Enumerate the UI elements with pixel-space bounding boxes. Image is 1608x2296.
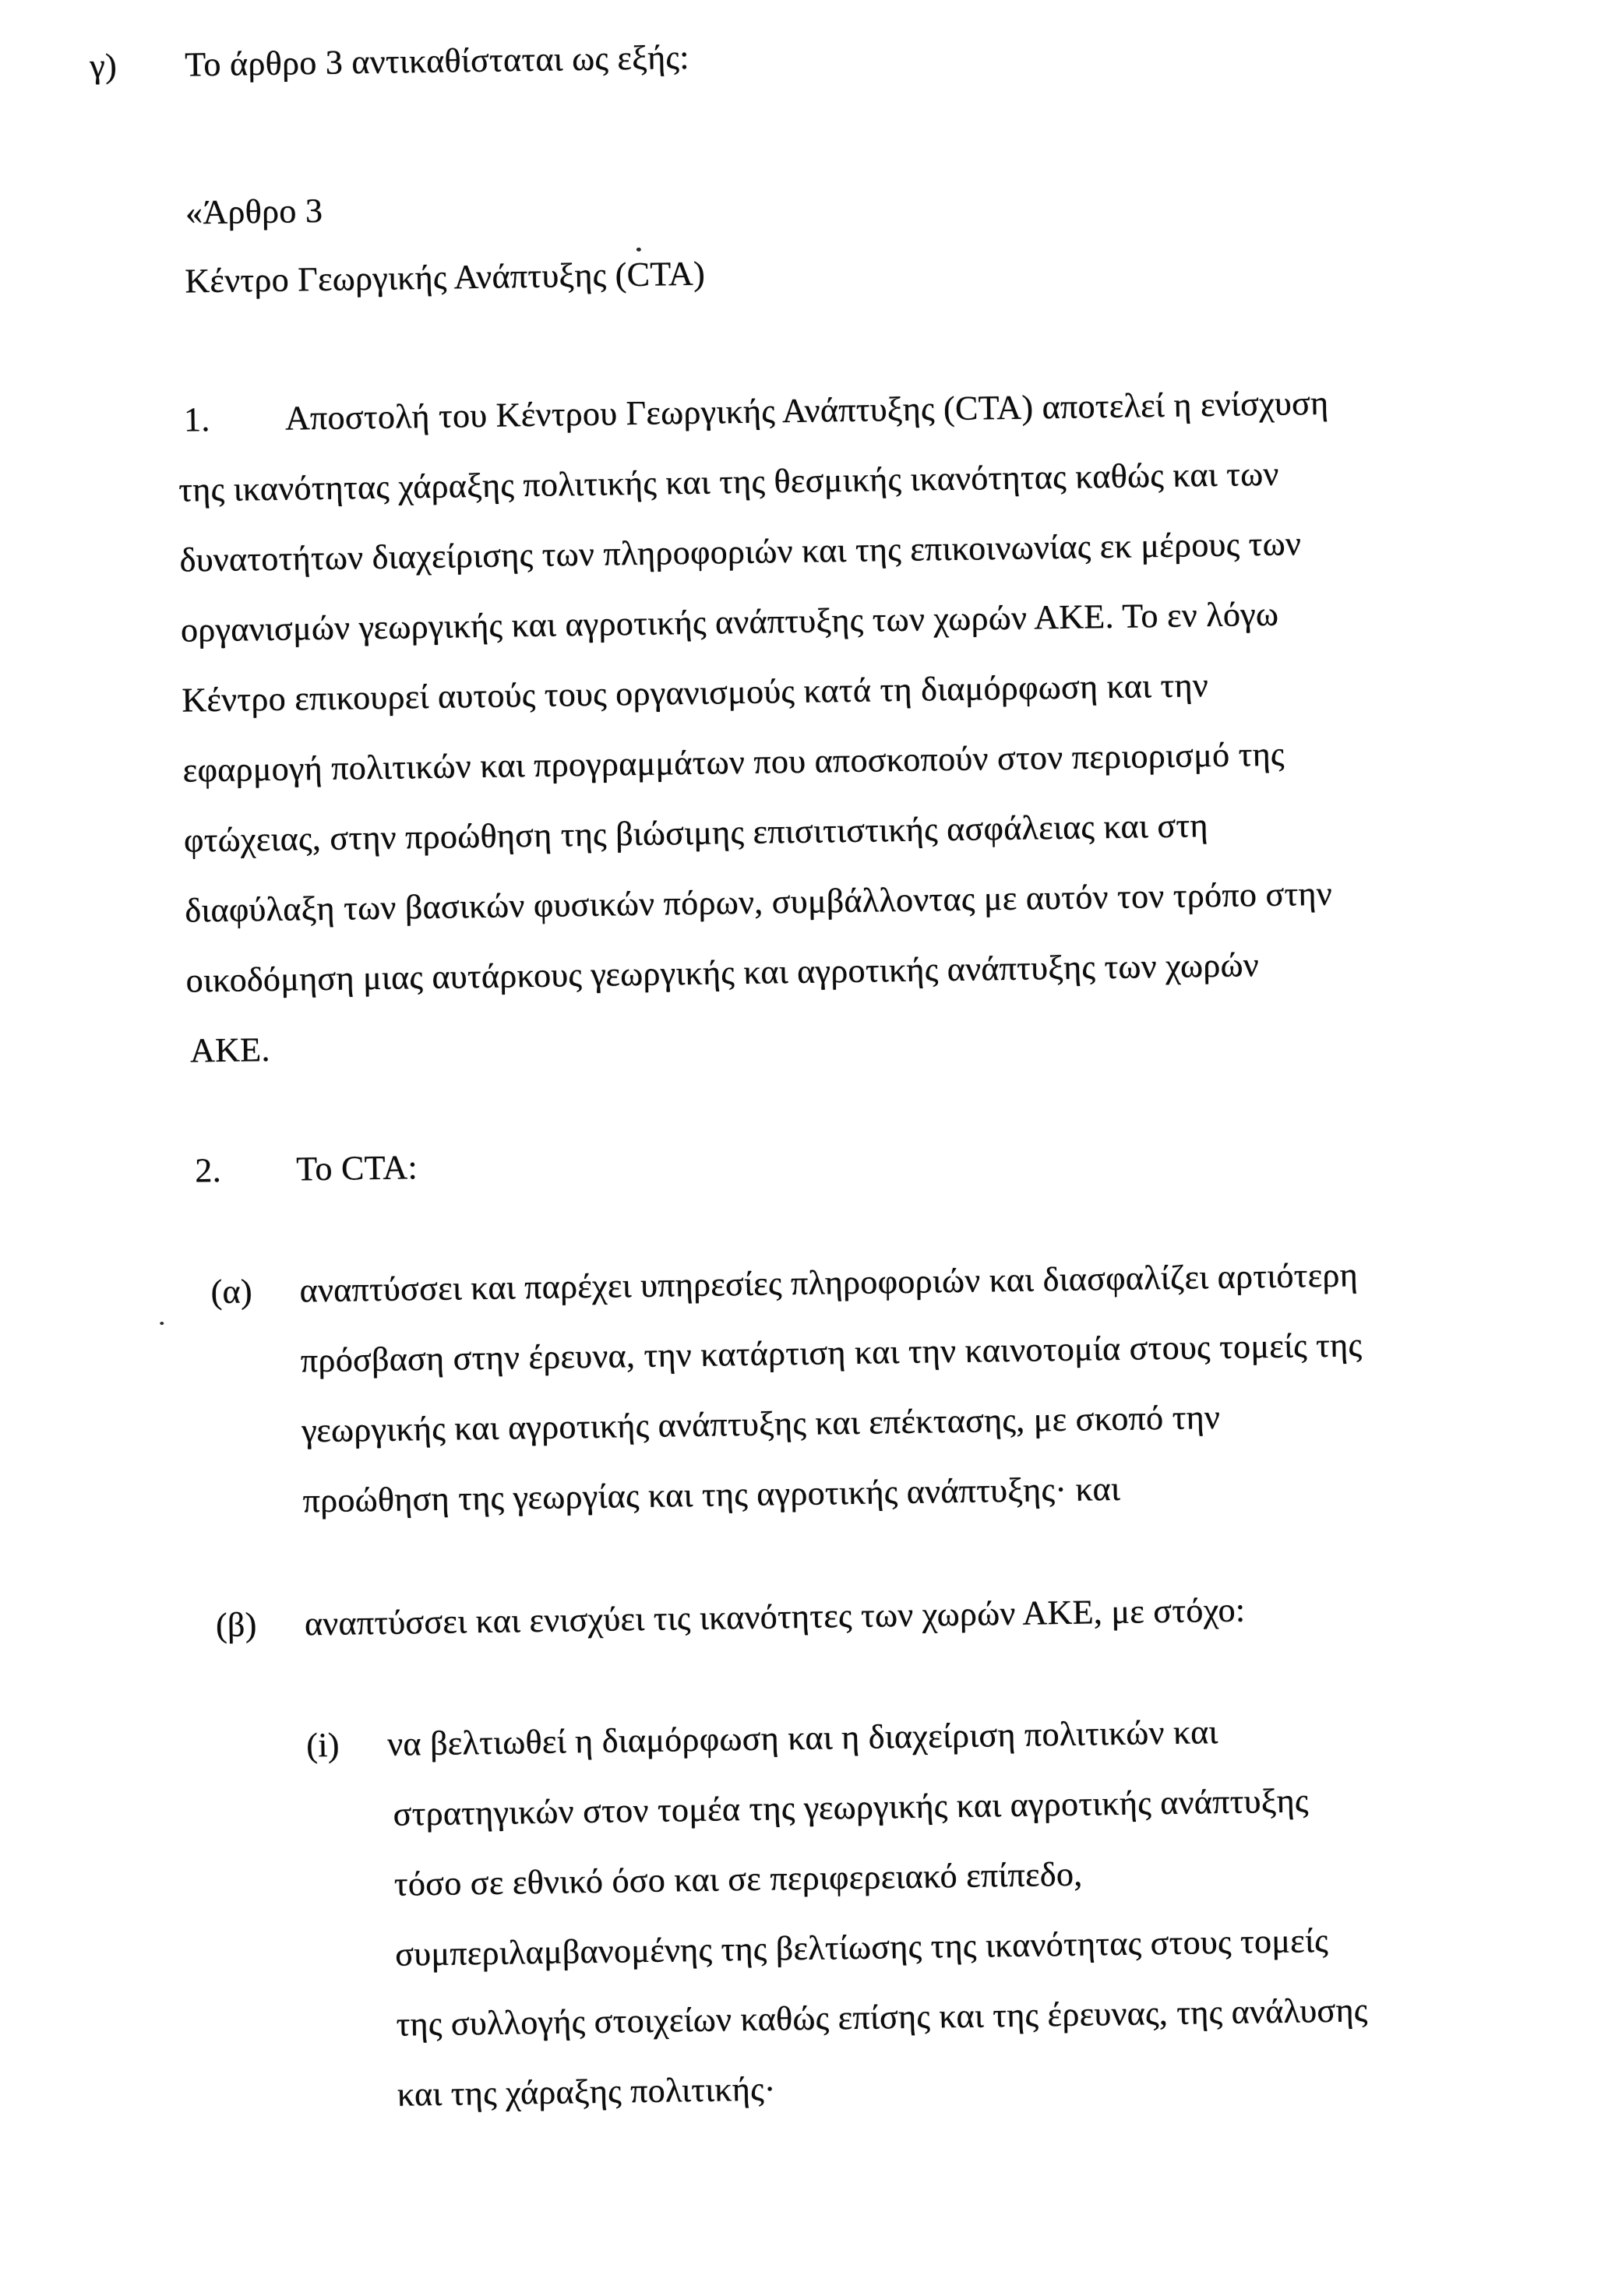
subpoint-i-line: τόσο σε εθνικό όσο και σε περιφερειακό επίπεδο, bbox=[393, 1854, 1083, 1903]
scan-speck bbox=[160, 1322, 164, 1325]
subpoint-i-line: της συλλογής στοιχείων καθώς επίσης και της έρευνας, της ανάλυσης bbox=[396, 1991, 1368, 2044]
point-a-line: γεωργικής και αγροτικής ανάπτυξης και επέκτασης, με σκοπό την bbox=[301, 1397, 1221, 1450]
subpoint-i-line: να βελτιωθεί η διαμόρφωση και η διαχείριση πολιτικών και bbox=[386, 1713, 1218, 1763]
amendment-marker: γ) bbox=[89, 46, 118, 86]
point-b-marker: (β) bbox=[215, 1605, 257, 1645]
subpoint-i-line: και της χάραξης πολιτικής· bbox=[397, 2069, 777, 2114]
paragraph-1-line: οργανισμών γεωργικής και αγροτικής ανάπτυξης των χωρών ΑΚΕ. Το εν λόγω bbox=[180, 594, 1279, 650]
amendment-text: Το άρθρο 3 αντικαθίσταται ως εξής: bbox=[184, 37, 690, 84]
article-title: «Άρθρο 3 bbox=[185, 191, 323, 232]
scan-speck bbox=[636, 248, 641, 252]
paragraph-1-line: Αποστολή του Κέντρου Γεωργικής Ανάπτυξης (CTA) αποτελεί η ενίσχυση bbox=[284, 383, 1329, 438]
paragraph-1-line: διαφύλαξη των βασικών φυσικών πόρων, συμβάλλοντας με αυτόν τον τρόπο στην bbox=[185, 874, 1333, 930]
point-a-line: αναπτύσσει και παρέχει υπηρεσίες πληροφοριών και διασφαλίζει αρτιότερη bbox=[299, 1255, 1359, 1310]
paragraph-1-line: Κέντρο επικουρεί αυτούς τους οργανισμούς κατά τη διαμόρφωση και την bbox=[182, 666, 1209, 720]
paragraph-1-line: οικοδόμηση μιας αυτάρκους γεωργικής και αγροτικής ανάπτυξης των χωρών bbox=[185, 946, 1260, 1000]
paragraph-1-line: φτώχειας, στην προώθηση της βιώσιμης επισιτιστικής ασφάλειας και στη bbox=[183, 806, 1209, 860]
paragraph-1-line: ΑΚΕ. bbox=[189, 1030, 271, 1070]
subpoint-i-line: στρατηγικών στον τομέα της γεωργικής και αγροτικής ανάπτυξης bbox=[393, 1781, 1310, 1833]
subpoint-i-line: συμπεριλαμβανομένης της βελτίωσης της ικανότητας στους τομείς bbox=[394, 1921, 1329, 1974]
paragraph-1-line: της ικανότητας χάραξης πολιτικής και της θεσμικής ικανότητας καθώς και των bbox=[178, 454, 1279, 509]
point-a-line: πρόσβαση στην έρευνα, την κατάρτιση και την καινοτομία στους τομείς της bbox=[300, 1326, 1363, 1380]
paragraph-1-number: 1. bbox=[183, 400, 210, 439]
paragraph-2-text: Το CTA: bbox=[295, 1148, 418, 1188]
subpoint-i-marker: (i) bbox=[305, 1725, 340, 1765]
paragraph-2-number: 2. bbox=[194, 1150, 222, 1190]
point-b-text: αναπτύσσει και ενισχύει τις ικανότητες των χωρών ΑΚΕ, με στόχο: bbox=[304, 1590, 1246, 1643]
point-a-line: προώθηση της γεωργίας και της αγροτικής ανάπτυξης· και bbox=[302, 1469, 1121, 1520]
article-subtitle: Κέντρο Γεωργικής Ανάπτυξης (CTA) bbox=[185, 254, 706, 301]
paragraph-1-line: εφαρμογή πολιτικών και προγραμμάτων που αποσκοπούν στον περιορισμό της bbox=[182, 734, 1285, 790]
point-a-marker: (α) bbox=[210, 1272, 253, 1312]
paragraph-1-line: δυνατοτήτων διαχείρισης των πληροφοριών και της επικοινωνίας εκ μέρους των bbox=[179, 524, 1302, 579]
